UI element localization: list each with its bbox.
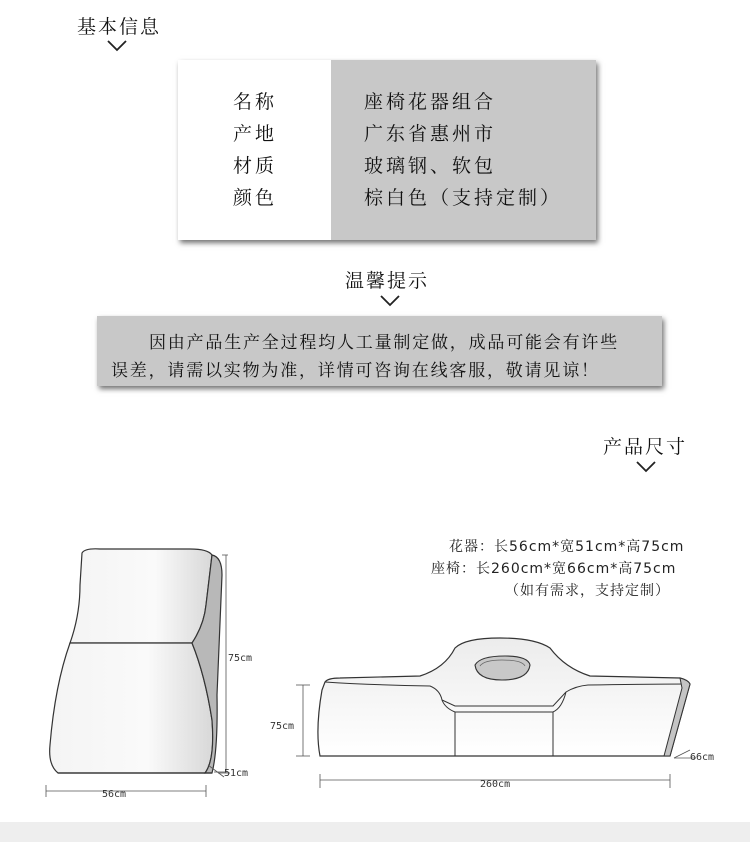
bottom-divider	[0, 822, 750, 842]
info-value-name: 座椅花器组合	[364, 91, 497, 113]
notice-box	[97, 316, 662, 386]
seat-length-label: 260cm	[480, 779, 511, 790]
info-label-material: 材质	[233, 155, 278, 177]
chevron-down-icon	[107, 40, 127, 52]
planter-outline	[50, 549, 222, 773]
basic-info-card	[178, 60, 596, 240]
planter-drawing	[40, 545, 270, 805]
size-title: 产品尺寸	[603, 436, 688, 458]
info-value-color: 棕白色（支持定制）	[364, 187, 563, 209]
info-value-material: 玻璃钢、软包	[364, 155, 497, 177]
notice-line-1: 因由产品生产全过程均人工量制定做，成品可能会有许些	[149, 333, 619, 353]
info-value-origin: 广东省惠州市	[364, 123, 497, 145]
seat-height-label: 75cm	[270, 721, 295, 732]
planter-height-label: 75cm	[228, 653, 253, 664]
planter-width-label: 51cm	[224, 768, 249, 779]
chevron-down-icon	[636, 461, 656, 473]
chevron-down-icon	[380, 295, 400, 307]
basic-info-title: 基本信息	[77, 16, 162, 38]
seat-outline	[318, 638, 690, 756]
notice-line-2: 误差，请需以实物为准，详情可咨询在线客服，敬请见谅！	[111, 361, 600, 381]
notice-title: 温馨提示	[345, 270, 430, 292]
info-label-color: 颜色	[233, 187, 278, 209]
spec-note: （如有需求，支持定制）	[505, 583, 670, 599]
seat-drawing	[270, 630, 730, 800]
seat-width-label: 66cm	[690, 752, 715, 763]
info-label-origin: 产地	[233, 123, 278, 145]
info-label-name: 名称	[233, 91, 278, 113]
spec-seat: 座椅：长260cm*宽66cm*高75cm	[431, 561, 677, 577]
spec-planter: 花器：长56cm*宽51cm*高75cm	[449, 539, 685, 555]
planter-length-label: 56cm	[102, 789, 127, 800]
